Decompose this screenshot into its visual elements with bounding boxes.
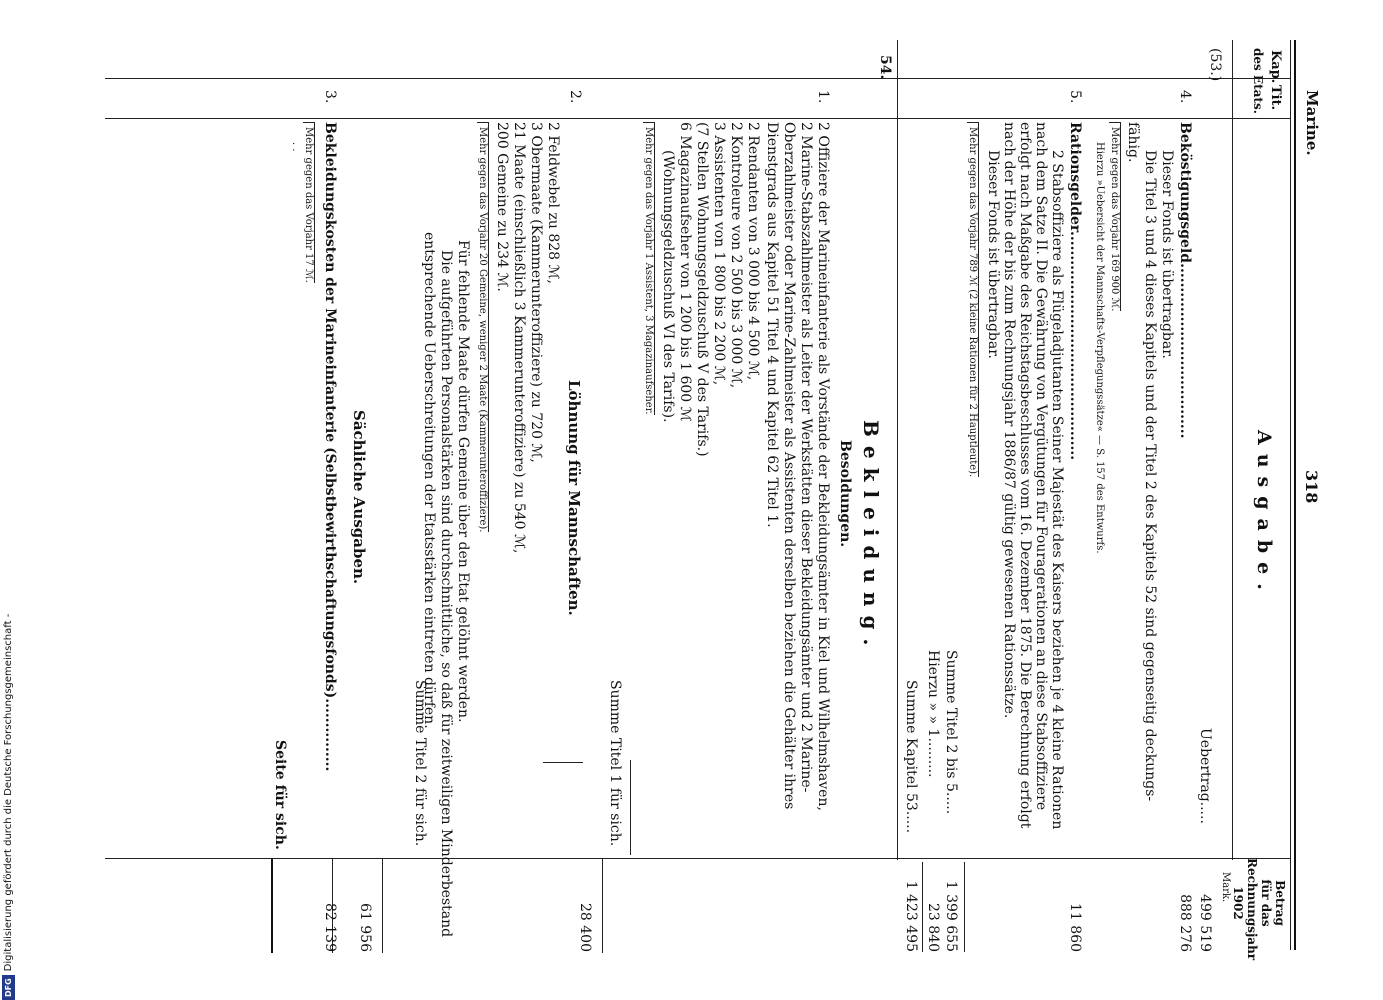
besoldung-line-4: Dienstgrads aus Kapitel 51 Titel 4 und Kapitel 62 Titel 1. (764, 122, 780, 528)
titel-4-mehr-note: Mehr gegen das Vorjahr 169 900 ℳ. (1109, 122, 1121, 311)
sum-titel-2-5-value: 1 399 655 (943, 880, 959, 952)
bottom-rule (271, 858, 273, 953)
betrag-header-1: Betrag (1273, 880, 1287, 926)
titel-5-number: 5. (1067, 90, 1083, 104)
loehnung-line-3: 21 Maate (einschließlich 3 Kammerunteroffiziere) zu 540 ℳ, (511, 122, 527, 554)
loehnung-line-4: 200 Gemeine zu 234 ℳ. (494, 122, 510, 292)
titel-3-title: Bekleidungskosten der Marineinfanterie (Selbstbewirthschaftungsfonds)............... (322, 122, 338, 772)
kapitel-53-label: (53.) (1207, 48, 1223, 82)
kap-header: Kap. (1268, 50, 1283, 84)
tit-header: Tit. (1268, 85, 1283, 111)
titel-5-mehr-note: Mehr gegen das Vorjahr 789 ℳ (2 kleine Rationen für 2 Hauptleute). (967, 122, 979, 477)
sum-titel-2-label: Summe Titel 2 für sich. (412, 680, 428, 847)
uebertrag-label: Uebertrag..... (1197, 728, 1213, 824)
sum-titel-1-rule-2 (602, 858, 603, 953)
sum-titel-2-5-label: Summe Titel 2 bis 5..... (943, 650, 959, 815)
sum-titel-1-label: Summe Titel 1 für sich. (607, 680, 623, 847)
titel-4-line-3: fähig. (1125, 122, 1141, 163)
dfg-logo: DFG (2, 975, 15, 1000)
besoldung-line-1: 2 Offiziere der Marineinfanterie als Vorstände der Bekleidungsämter in Kiel und Wilhelmshaven, (815, 122, 831, 811)
besoldung-line-3: Oberzahlmeister oder Marine-Zahlmeister als Assistenten derselben beziehen die Gehälter ihres (781, 122, 797, 810)
titel-5-line-4: nach der Höhe der bis zum Rechnungsjahr 1886/87 gültig gewesenen Rationssätze. (1001, 122, 1017, 719)
unit-label: Mark. (1220, 872, 1231, 903)
bekleidung-heading: Bekleidung. (859, 420, 883, 655)
sum-titel-2-rule-2 (382, 858, 383, 953)
besoldung-line-2: 2 Marine-Stabszahlmeister als Leiter der Werkstätten dieser Bekleidungsämter und 2 Marine- (798, 122, 814, 793)
loehnung-note-1: Für fehlende Maate dürfen Gemeine über den Etat gelöhnt werden. (455, 240, 471, 723)
sum-titel-1-value: 28 400 (577, 903, 593, 952)
sum-kapitel-53-label: Summe Kapitel 53..... (903, 680, 919, 834)
titel-4-number: 4. (1177, 90, 1193, 104)
loehnung-line-2: 3 Obermaate (Kammerunteroffiziere) zu 720 ℳ, (528, 122, 544, 463)
hierzu-titel-1-value: 23 840 (925, 903, 941, 952)
titel-3-value: 82 139 (322, 903, 338, 952)
kapitel-54-label: 54. (877, 55, 893, 80)
chapter-title: Marine. (1303, 90, 1321, 156)
loehnung-note-2: Die aufgeführten Personalstärken sind durchschnittliche, so daß für zeitweiligen Minderbestand (438, 250, 454, 938)
titel-1-number: 1. (815, 90, 831, 104)
besoldung-line-5: 2 Rendanten von 3 000 bis 4 500 ℳ, (745, 122, 761, 381)
loehnung-line-1: 2 Feldwebel zu 828 ℳ, (545, 122, 561, 284)
saechliche-ausgaben-heading: Sächliche Ausgaben. (350, 410, 368, 585)
titel-5-line-5: Dieser Fonds ist übertragbar. (985, 150, 1001, 359)
titel-4-line-1: Dieser Fonds ist übertragbar. (1159, 150, 1175, 359)
loehnung-note-3: entsprechende Ueberschreitungen der Etatsstärken eintreten dürfen. (421, 232, 437, 729)
header-rule (1232, 40, 1233, 860)
seite-fuer-sich-label: Seite für sich. (272, 740, 288, 850)
titel-5-line-3: erfolgt nach Maßgabe des Reichstagsbeschlusses vom 16. Dezember 1875. Die Berechnung erfolgt (1017, 122, 1033, 829)
des-etats-header: des Etats. (1251, 48, 1265, 114)
titel-2-number: 2. (567, 90, 583, 104)
sum-kapitel-53-value: 1 423 495 (903, 880, 919, 952)
titel-5-line-2: nach dem Satze II. Die Gewährung von Vergütungen für Fouragerationen an diese Stabsoffiziere (1033, 122, 1049, 811)
section-rule (897, 40, 898, 860)
column-divider-tit (105, 118, 1291, 119)
titel-3-number: 3. (322, 90, 338, 104)
sum-titel-2-value: 61 956 (357, 903, 373, 952)
titel-4-title: Beköstigungsgeld.................................... (1177, 122, 1193, 439)
titel-3-mehr-note: Mehr gegen das Vorjahr 17 ℳ. (303, 122, 315, 283)
besoldungen-heading: Besoldungen. (837, 440, 853, 548)
page-number: 318 (1302, 470, 1321, 504)
sum-rule-1 (964, 862, 965, 952)
besoldung-line-10: (Wohnungsgeldzuschuß VI des Tarifs). (660, 150, 676, 423)
top-rule-thin (1290, 40, 1291, 950)
betrag-header-2: für das (1259, 879, 1273, 927)
titel-4-line-2: Die Titel 3 und 4 dieses Kapitels und der Titel 2 des Kapitels 52 sind gegenseitig deckungs- (1142, 150, 1158, 802)
ausgabe-title: Ausgabe. (1253, 430, 1275, 599)
titel-4-hierzu-note: Hierzu »Uebersicht der Mannschafts-Verpflegungssätze« — S. 157 des Entwurfs. (1094, 142, 1105, 554)
titel-4-value: 888 276 (1177, 894, 1193, 952)
top-rule (1294, 40, 1296, 950)
titel-5-line-1: 2 Stabsoffiziere als Flügeladjutanten Seiner Majestät des Kaisers beziehen je 4 kleine Rationen (1049, 150, 1065, 830)
sum-rule-2 (922, 862, 923, 952)
column-divider-kap (105, 78, 1291, 79)
betrag-header-4: 1902 (1231, 886, 1245, 920)
sum-titel-1-rule (630, 760, 631, 855)
uebertrag-value: 499 519 (1197, 894, 1213, 952)
sum-titel-2-rule (543, 762, 583, 763)
column-divider-betrag (105, 858, 1291, 859)
credit-text: Digitalisierung gefördert durch die Deutsche Forschungsgemeinschaft - (2, 613, 14, 972)
titel-3-dots: · · (287, 142, 298, 152)
hierzu-titel-1-label: Hierzu » » 1......... (925, 650, 941, 778)
titel-5-value: 11 860 (1067, 903, 1083, 952)
besoldung-line-6: 2 Kontroleure von 2 500 bis 3 000 ℳ, (728, 122, 744, 389)
betrag-header-3: Rechnungsjahr (1245, 858, 1259, 961)
besoldung-line-7: 3 Assistenten von 1 800 bis 2 200 ℳ, (711, 122, 727, 386)
titel-1-mehr-note: Mehr gegen das Vorjahr 1 Assistent, 3 Magazinaufseher. (643, 122, 655, 415)
titel-5-title: Rationsgelder............................................... (1067, 122, 1083, 461)
besoldung-line-9: 6 Magazinaufseher von 1 200 bis 1 600 ℳ (677, 122, 693, 422)
titel-2-mehr-note: Mehr gegen das Vorjahr 20 Gemeine, weniger 2 Maate (Kammerunteroffiziere). (477, 122, 489, 532)
besoldung-line-8: (7 Stellen Wohnungsgeldzuschuß V des Tarifs.) (694, 122, 710, 457)
side-credit-note (0, 0, 16, 1000)
loehnung-heading: Löhnung für Mannschaften. (565, 380, 583, 616)
